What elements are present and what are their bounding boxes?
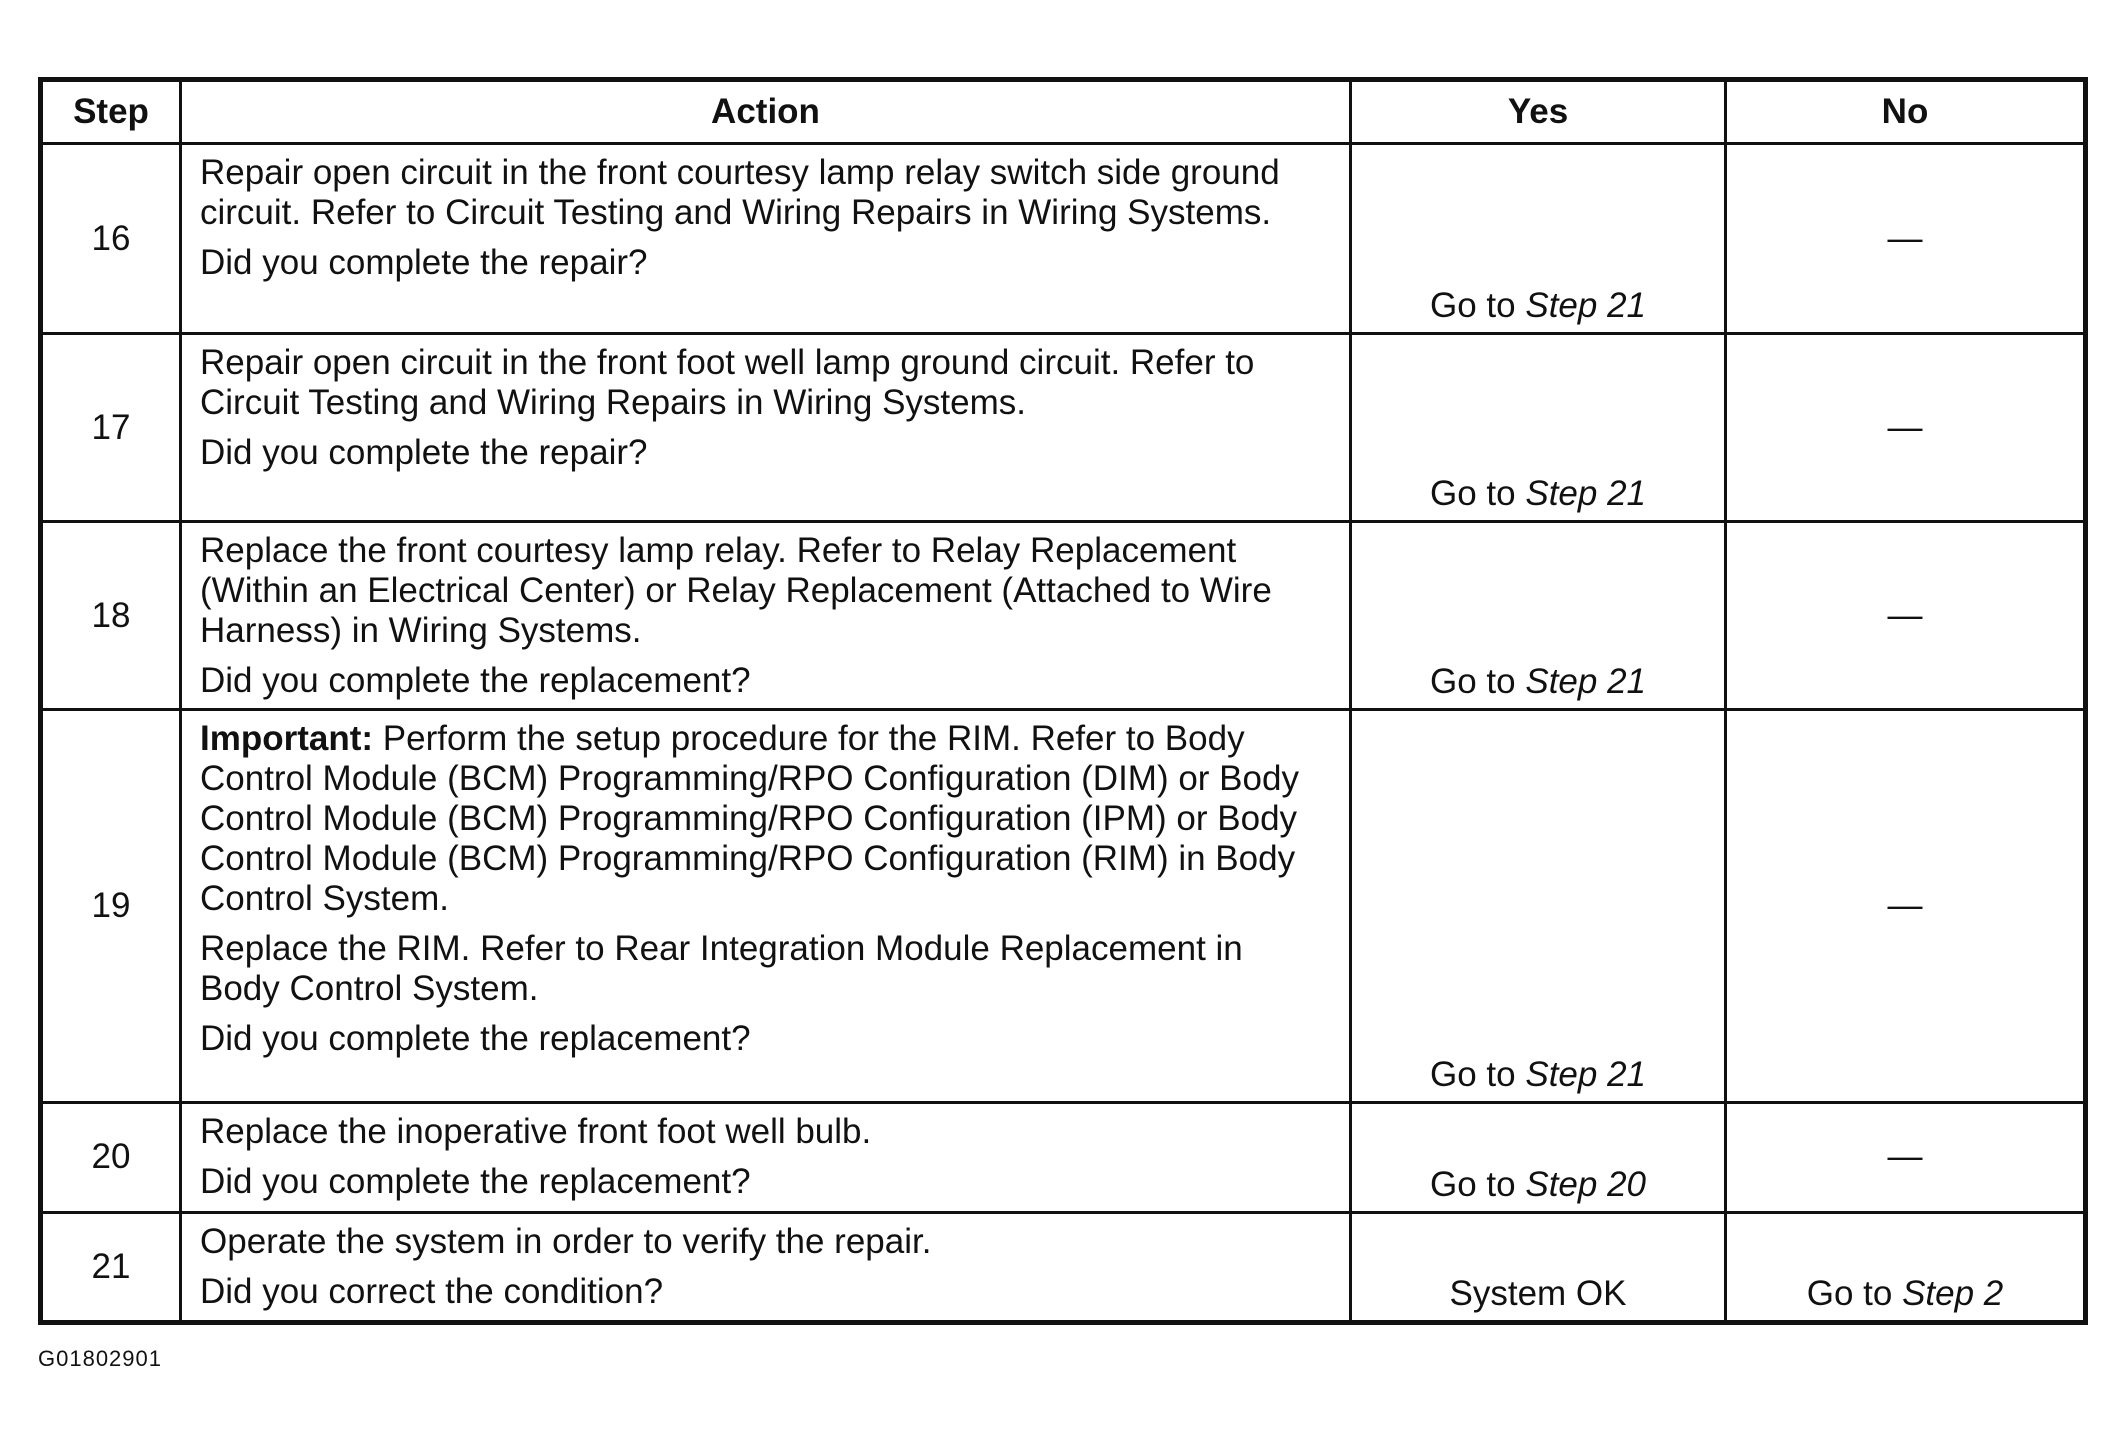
action-question: Did you complete the replacement?	[200, 661, 751, 701]
no-cell	[1726, 1212, 2086, 1322]
yes-cell	[1351, 1102, 1726, 1212]
yes-cell	[1351, 144, 1726, 334]
diagnostic-table	[38, 77, 2088, 1325]
action-text: Operate the system in order to verify the repair.	[200, 1221, 932, 1261]
no-step-link[interactable]: Step 2	[1902, 1274, 2004, 1313]
no-cell: —	[1726, 710, 2086, 1102]
yes-cell	[1351, 334, 1726, 522]
no-cell: —	[1726, 522, 2086, 710]
yes-cell	[1351, 522, 1726, 710]
action-question: Did you complete the replacement?	[200, 1161, 751, 1201]
action-question: Did you correct the condition?	[200, 1271, 664, 1311]
yes-prefix: Go to	[1430, 474, 1516, 514]
yes-step-link[interactable]: Step 21	[1525, 1054, 1646, 1094]
step-number: 21	[41, 1212, 181, 1322]
yes-prefix: Go to	[1430, 1054, 1516, 1094]
table-row	[41, 1212, 2086, 1322]
action-cell	[181, 1102, 1351, 1212]
action-text: Replace the RIM. Refer to Rear Integration Module Replacement in Body Control System.	[200, 929, 1243, 1009]
action-cell	[181, 334, 1351, 522]
step-number: 20	[41, 1102, 181, 1212]
action-cell	[181, 144, 1351, 334]
header-action: Action	[181, 80, 1351, 144]
no-prefix: Go to	[1806, 1274, 1893, 1313]
important-label: Important:	[200, 719, 374, 759]
yes-cell	[1351, 710, 1726, 1102]
action-question: Did you complete the repair?	[200, 433, 648, 473]
header-yes: Yes	[1351, 80, 1726, 144]
figure-id: G01802901	[38, 1346, 162, 1371]
yes-step-link[interactable]: Step 21	[1525, 286, 1646, 326]
action-cell	[181, 710, 1351, 1102]
no-cell: —	[1726, 334, 2086, 522]
no-cell: —	[1726, 144, 2086, 334]
step-number: 19	[41, 710, 181, 1102]
yes-prefix: Go to	[1430, 286, 1516, 326]
no-cell: —	[1726, 1102, 2086, 1212]
important-text: Perform the setup procedure for the RIM. Refer to Body Control Module (BCM) Programming/RPO Configuration (DIM) or Body Control Module (BCM) Programming/RPO Configuration (IPM) or Body Control Module (BCM) Programming/RPO Configuration (RIM) in Body Control System.	[200, 719, 1299, 919]
header-no: No	[1726, 80, 2086, 144]
yes-step-link[interactable]: Step 20	[1525, 1164, 1646, 1204]
table-row	[41, 334, 2086, 522]
yes-cell: System OK	[1351, 1212, 1726, 1322]
table-row	[41, 710, 2086, 1102]
step-number: 17	[41, 334, 181, 522]
action-question: Did you complete the replacement?	[200, 1019, 751, 1059]
header-step: Step	[41, 80, 181, 144]
yes-prefix: Go to	[1430, 1164, 1516, 1204]
table-row	[41, 1102, 2086, 1212]
action-text: Replace the front courtesy lamp relay. Refer to Relay Replacement (Within an Electrical Center) or Relay Replacement (Attached to Wire Harness) in Wiring Systems.	[200, 531, 1272, 651]
table-row	[41, 522, 2086, 710]
table-row	[41, 144, 2086, 334]
important-note	[200, 719, 1331, 919]
yes-step-link[interactable]: Step 21	[1525, 474, 1646, 514]
action-question: Did you complete the repair?	[200, 243, 648, 282]
action-cell	[181, 522, 1351, 710]
yes-step-link[interactable]: Step 21	[1525, 662, 1646, 702]
step-number: 18	[41, 522, 181, 710]
header-row	[41, 80, 2086, 144]
action-text: Repair open circuit in the front courtesy lamp relay switch side ground circuit. Refer to Circuit Testing and Wiring Repairs in Wiring Systems.	[200, 153, 1280, 232]
step-number: 16	[41, 144, 181, 334]
action-text: Repair open circuit in the front foot well lamp ground circuit. Refer to Circuit Testing and Wiring Repairs in Wiring Systems.	[200, 343, 1255, 423]
action-cell	[181, 1212, 1351, 1322]
action-text: Replace the inoperative front foot well bulb.	[200, 1111, 872, 1151]
yes-prefix: Go to	[1430, 662, 1516, 702]
